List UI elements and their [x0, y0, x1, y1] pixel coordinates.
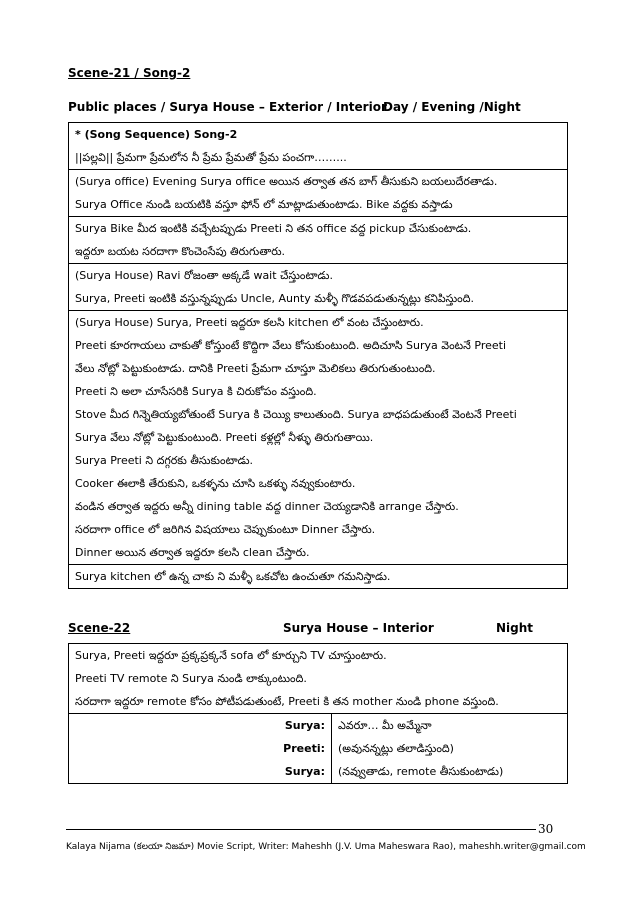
scene-block: [69, 170, 568, 217]
dialogue-line: [69, 714, 567, 737]
scene-22-time: Night: [496, 621, 534, 635]
scene-block-cell: [69, 644, 568, 714]
scene-22-title: Scene-22: [68, 621, 131, 635]
script-line: Preeti కూరగాయలు చాకుతో కోస్తుంటే కొద్దిగా వేలు కోసుకుంటుంది. అదిచూసి Surya వెంటనే Preeti: [75, 339, 507, 352]
dialogue-row: [69, 714, 568, 784]
dialogue-line: [69, 737, 567, 760]
script-line: Stove మీద గిన్నెతియ్యబోతుంటే Surya కి చెయ్యి కాలుతుంది. Surya బాధపడుతుంటే వెంటనే Preeti: [75, 408, 517, 421]
scene-block-cell: [69, 217, 568, 264]
footer-divider: [66, 829, 536, 830]
dialogue-line: [69, 760, 567, 783]
script-line: (Surya office) Evening Surya office అయిన తర్వాత తన బాగ్ తీసుకుని బయలుదేరతాడు.: [75, 175, 498, 188]
script-line: Surya Office నుండి బయటికి వస్తూ ఫోన్ లో మాట్లాడుతుంటాడు. Bike వద్దకు వస్తాడు: [75, 198, 453, 211]
scene-block: [69, 264, 568, 311]
scene-22-table: [68, 643, 568, 784]
script-line: Surya, Preeti ఇద్దరూ ప్రక్కప్రక్కనే sofa లో కూర్చుని TV చూస్తుంటారు.: [75, 649, 387, 662]
script-line: ||పల్లవి|| ప్రేమగా ప్రేమలోన నీ ప్రేమ ప్రేమతో ప్రేమ పంచగా……...: [75, 151, 347, 164]
scene-block-cell: [69, 123, 568, 170]
scene-21-time: Day / Evening /Night: [383, 100, 521, 114]
page-number: 30: [538, 822, 554, 836]
script-line: Preeti TV remote ని Surya నుండి లాక్కుంటుంది.: [75, 672, 307, 685]
scene-block-cell: [69, 311, 568, 565]
scene-block: [69, 123, 568, 170]
scene-block: [69, 565, 568, 589]
dialogue-cell: [69, 714, 568, 784]
scene-block: [69, 311, 568, 565]
script-line: Dinner అయిన తర్వాత ఇద్దరూ కలసి clean చేస్తారు.: [75, 546, 310, 559]
script-line: Surya kitchen లో ఉన్న చాకు ని మళ్ళీ ఒకచోట ఉంచుతూ గమనిస్తాడు.: [75, 570, 391, 583]
script-line: సరదాగా office లో జరిగిన విషయాలు చెప్పుకుంటూ Dinner చేస్తారు.: [75, 523, 376, 536]
speaker-name: Surya:: [69, 714, 332, 737]
script-line: Cooker ఈలాకి తేరుకుని, ఒకళ్ళను చూసి ఒకళ్ళు నవ్వుకుంటారు.: [75, 477, 356, 490]
script-line: Surya, Preeti ఇంటికి వస్తున్నప్పుడు Uncle, Aunty మళ్ళీ గొడవపడుతున్నట్లు కనిపిస్తుంది.: [75, 292, 475, 305]
script-line: Surya Preeti ని దగ్గరకు తీసుకుంటాడు.: [75, 454, 254, 467]
scene-22-location: Surya House – Interior: [283, 621, 434, 635]
script-line: ఇద్దరూ బయట సరదాగా కొంచెంసేపు తిరుగుతారు.: [75, 245, 286, 258]
speaker-name: Preeti:: [69, 737, 332, 760]
dialogue-text: ఎవరూ… మీ అమ్మేనా: [338, 719, 432, 732]
script-line: (Surya House) Surya, Preeti ఇద్దరూ కలసి kitchen లో వంట చేస్తుంటారు.: [75, 316, 424, 329]
script-line: వండిన తర్వాత ఇద్దరు అన్నీ dining table వద్ద dinner చెయ్యడానికి arrange చేస్తారు.: [75, 500, 459, 513]
scene-21-locations: Public places / Surya House – Exterior / Interior: [68, 100, 387, 114]
dialogue-table: [69, 714, 567, 783]
dialogue-text: (అవునన్నట్లు తలాడిస్తుంది): [338, 742, 454, 755]
scene-block: [69, 644, 568, 714]
script-line: Surya వేలు నోట్లో పెట్టుకుంటుంది. Preeti కళ్లల్లో నీళ్ళు తిరుగుతాయి.: [75, 431, 374, 444]
scene-21-table: [68, 122, 568, 589]
script-line: * (Song Sequence) Song-2: [75, 128, 238, 141]
scene-block: [69, 217, 568, 264]
scene-21-title: Scene-21 / Song-2: [68, 66, 191, 80]
scene-block-cell: [69, 170, 568, 217]
script-line: వేలు నోట్లో పెట్టుకుంటాడు. దానికి Preeti ప్రేమగా చూస్తూ మెలికలు తిరుగుతుంటుంది.: [75, 362, 436, 375]
script-line: Surya Bike మీద ఇంటికి వచ్చేటప్పుడు Preeti ని తన office వద్ద pickup చేసుకుంటాడు.: [75, 222, 472, 235]
scene-block-cell: [69, 565, 568, 589]
speaker-name: Surya:: [69, 760, 332, 783]
script-line: సరదాగా ఇద్దరూ remote కోసం పోటీపడుతుంటే, Preeti కి తన mother నుండి phone వస్తుంది.: [75, 695, 499, 708]
scene-block-cell: [69, 264, 568, 311]
footer-credit: Kalaya Nijama (కలయా నిజమా) Movie Script, Writer: Maheshh (J.V. Uma Maheswara Rao), maheshh.writer@gmail.com: [66, 842, 586, 852]
dialogue-text: (నవ్వుతాడు, remote తీసుకుంటాడు): [338, 765, 504, 778]
script-line: Preeti ని అలా చూసేసరికి Surya కి చిరుకోపం వస్తుంది.: [75, 385, 317, 398]
script-line: (Surya House) Ravi రోజంతా అక్కడే wait చేస్తుంటాడు.: [75, 269, 333, 282]
